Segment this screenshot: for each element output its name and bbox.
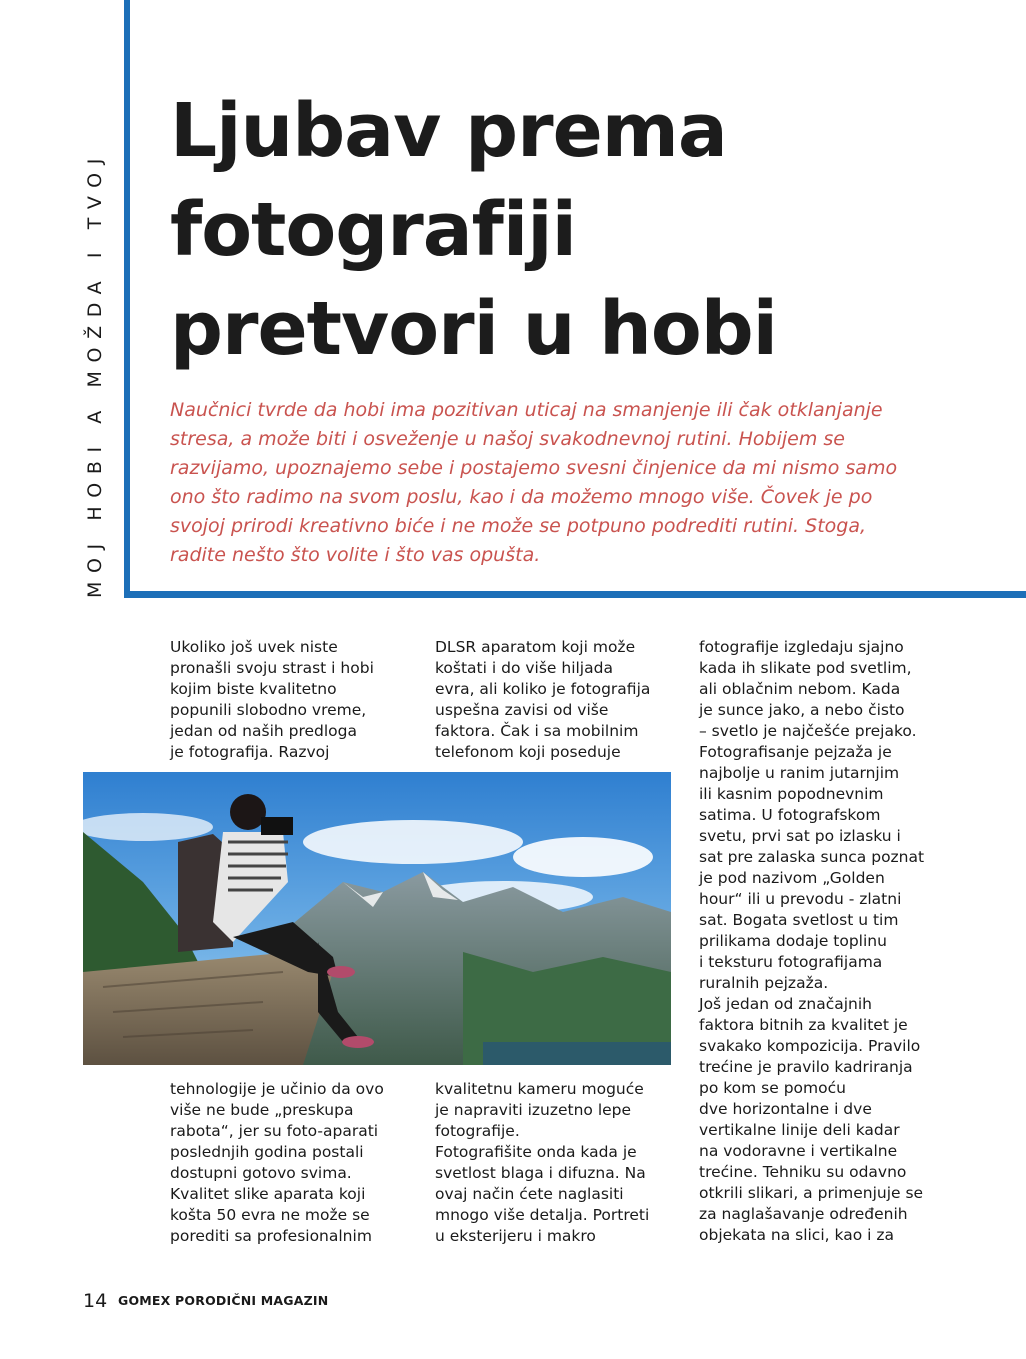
body-line: svakako kompozicija. Pravilo xyxy=(699,1037,921,1055)
body-line: Fotografišite onda kada je xyxy=(435,1143,637,1161)
body-line: dve horizontalne i dve xyxy=(699,1100,872,1118)
landscape-illustration xyxy=(83,772,671,1065)
body-line: je pod nazivom „Golden xyxy=(699,869,885,887)
title-line: fotografiji xyxy=(170,187,576,273)
body-line: kvalitetnu kameru moguće xyxy=(435,1080,644,1098)
lead-line: stresa, a može biti i osveženje u našoj svakodnevnoj rutini. Hobijem se xyxy=(170,428,845,450)
body-line: trećine. Tehniku su odavno xyxy=(699,1163,907,1181)
body-line: ali oblačnim nebom. Kada xyxy=(699,680,901,698)
page-number: 14 xyxy=(83,1290,108,1312)
body-line: ili kasnim popodnevnim xyxy=(699,785,884,803)
body-line: svetlost blaga i difuzna. Na xyxy=(435,1164,646,1182)
body-line: u eksterijeru i makro xyxy=(435,1227,596,1245)
body-line: – svetlo je najčešće prejako. xyxy=(699,722,917,740)
body-line: jedan od naših predloga xyxy=(170,722,358,740)
body-line: kada ih slikate pod svetlim, xyxy=(699,659,912,677)
body-line: i teksturu fotografijama xyxy=(699,953,883,971)
column-1-top xyxy=(170,637,410,763)
lead-line: svojoj prirodi kreativno biće i ne može se potpuno podrediti rutini. Stoga, xyxy=(170,515,867,537)
body-line: je napraviti izuzetno lepe xyxy=(435,1101,632,1119)
column-2-bottom xyxy=(435,1079,680,1247)
lead-line: radite nešto što volite i što vas opušta. xyxy=(170,544,541,566)
article-title xyxy=(170,82,1010,379)
body-line: satima. U fotografskom xyxy=(699,806,881,824)
body-line: Ukoliko još uvek niste xyxy=(170,638,338,656)
magazine-name: GOMEX PORODIČNI MAGAZIN xyxy=(118,1293,329,1308)
column-1-bottom xyxy=(170,1079,410,1247)
body-line: telefonom koji poseduje xyxy=(435,743,621,761)
body-line: objekata na slici, kao i za xyxy=(699,1226,894,1244)
body-line: fotografije. xyxy=(435,1122,520,1140)
body-line: rabota“, jer su foto-aparati xyxy=(170,1122,379,1140)
body-line: ruralnih pejzaža. xyxy=(699,974,829,992)
body-line: je fotografija. Razvoj xyxy=(170,743,330,761)
body-line: koštati i do više hiljada xyxy=(435,659,613,677)
body-line: dostupni gotovo svima. xyxy=(170,1164,352,1182)
body-line: popunili slobodno vreme, xyxy=(170,701,367,719)
body-line: sat. Bogata svetlost u tim xyxy=(699,911,899,929)
horizontal-accent-bar xyxy=(124,591,1026,598)
title-line: pretvori u hobi xyxy=(170,286,778,372)
body-line: porediti sa profesionalnim xyxy=(170,1227,372,1245)
body-line: najbolje u ranim jutarnjim xyxy=(699,764,900,782)
body-line: sat pre zalaska sunca poznat xyxy=(699,848,925,866)
body-line: uspešna zavisi od više xyxy=(435,701,609,719)
article-lead xyxy=(170,396,960,570)
body-line: otkrili slikari, a primenjuje se xyxy=(699,1184,924,1202)
body-line: fotografije izgledaju sjajno xyxy=(699,638,904,656)
body-line: poslednjih godina postali xyxy=(170,1143,364,1161)
body-line: po kom se pomoću xyxy=(699,1079,846,1097)
body-line: ovaj način ćete naglasiti xyxy=(435,1185,624,1203)
body-line: evra, ali koliko je fotografija xyxy=(435,680,651,698)
body-line: Još jedan od značajnih xyxy=(699,995,872,1013)
body-line: više ne bude „preskupa xyxy=(170,1101,354,1119)
vertical-accent-bar xyxy=(124,0,130,598)
body-line: mnogo više detalja. Portreti xyxy=(435,1206,650,1224)
body-line: košta 50 evra ne može se xyxy=(170,1206,370,1224)
hiker-photographer-photo xyxy=(83,772,671,1065)
body-line: pronašli svoju strast i hobi xyxy=(170,659,374,677)
body-line: na vodoravne i vertikalne xyxy=(699,1142,898,1160)
body-line: tehnologije je učinio da ovo xyxy=(170,1080,384,1098)
body-line: hour“ ili u prevodu - zlatni xyxy=(699,890,902,908)
column-2-top xyxy=(435,637,680,763)
section-label: MOJ HOBI A MOŽDA I TVOJ xyxy=(84,150,106,598)
lead-line: Naučnici tvrde da hobi ima pozitivan uticaj na smanjenje ili čak otklanjanje xyxy=(170,399,883,421)
lead-line: razvijamo, upoznajemo sebe i postajemo svesni činjenice da mi nismo samo xyxy=(170,457,898,479)
body-line: trećine je pravilo kadriranja xyxy=(699,1058,913,1076)
body-line: faktora. Čak i sa mobilnim xyxy=(435,722,639,740)
body-line: vertikalne linije deli kadar xyxy=(699,1121,900,1139)
body-line: Fotografisanje pejzaža je xyxy=(699,743,892,761)
body-line: svetu, prvi sat po izlasku i xyxy=(699,827,901,845)
body-line: kojim biste kvalitetno xyxy=(170,680,337,698)
body-line: je sunce jako, a nebo čisto xyxy=(699,701,905,719)
column-3 xyxy=(699,637,949,1246)
body-line: faktora bitnih za kvalitet je xyxy=(699,1016,908,1034)
body-line: za naglašavanje određenih xyxy=(699,1205,908,1223)
lead-line: ono što radimo na svom poslu, kao i da možemo mnogo više. Čovek je po xyxy=(170,486,873,508)
title-line: Ljubav prema xyxy=(170,88,727,174)
body-line: DLSR aparatom koji može xyxy=(435,638,636,656)
body-line: Kvalitet slike aparata koji xyxy=(170,1185,366,1203)
body-line: prilikama dodaje toplinu xyxy=(699,932,887,950)
